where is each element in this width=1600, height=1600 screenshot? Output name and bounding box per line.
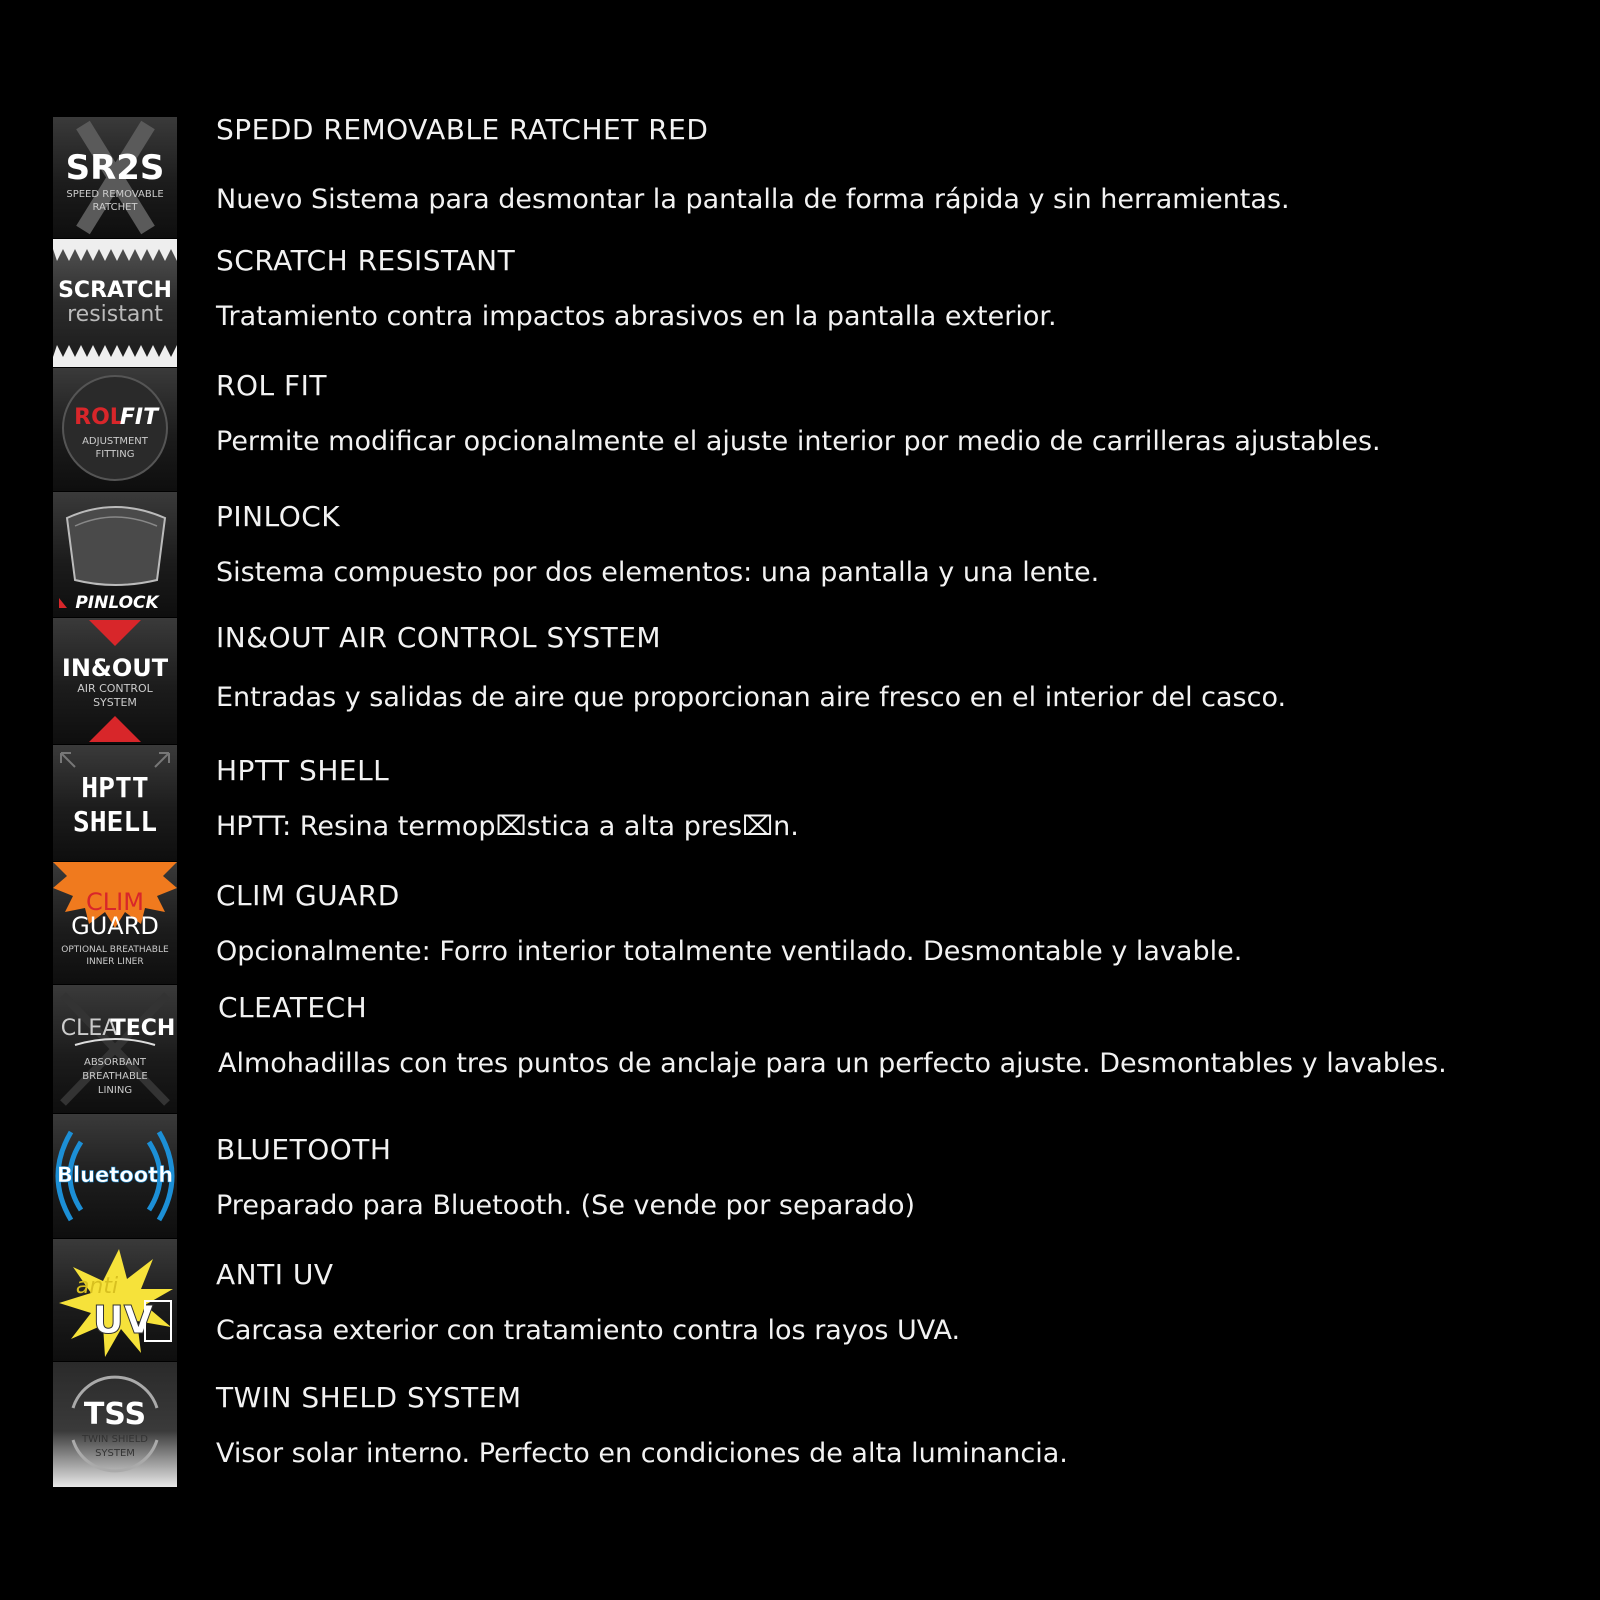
- rol-fit-icon-sub1: ADJUSTMENT: [82, 436, 148, 447]
- feature-description: Preparado para Bluetooth. (Se vende por separado): [216, 1190, 916, 1221]
- feature-description: Opcionalmente: Forro interior totalmente ventilado. Desmontable y lavable.: [216, 936, 1243, 967]
- feature-anti-uv: [216, 1258, 1576, 1346]
- anti-uv-icon-anti: anti: [75, 1274, 119, 1299]
- scratch-icon-sub: resistant: [67, 302, 163, 327]
- feature-description: Entradas y salidas de aire que proporcionan aire fresco en el interior del casco.: [216, 682, 1287, 713]
- feature-title: CLEATECH: [218, 991, 368, 1024]
- tss-icon: [53, 1362, 177, 1488]
- in-out-air-icon: [53, 618, 177, 745]
- feature-pinlock: [216, 500, 1576, 588]
- feature-title: PINLOCK: [216, 500, 341, 533]
- feature-clim-guard: [216, 879, 1576, 967]
- sr2s-icon-text: SR2S: [65, 148, 165, 188]
- rol-fit-icon-rol: ROL: [74, 405, 124, 430]
- cleatech-icon-sub3: LINING: [97, 1085, 133, 1096]
- feature-description: Permite modificar opcionalmente el ajuste interior por medio de carrilleras ajustables.: [216, 426, 1381, 457]
- anti-uv-icon: [53, 1239, 177, 1362]
- pinlock-icon-text: PINLOCK: [75, 593, 159, 613]
- clim-guard-icon-sub1: OPTIONAL BREATHABLE: [61, 945, 169, 955]
- feature-title: SPEDD REMOVABLE RATCHET RED: [216, 113, 709, 146]
- hptt-icon-sub: SHELL: [72, 805, 158, 838]
- in-out-icon-sub1: AIR CONTROL: [77, 682, 153, 695]
- tss-icon-text: TSS: [83, 1397, 147, 1432]
- feature-scratch-resistant: [216, 244, 1576, 332]
- sr2s-icon-sub2: RATCHET: [92, 202, 138, 213]
- feature-bluetooth: [216, 1133, 1576, 1221]
- feature-description: Tratamiento contra impactos abrasivos en la pantalla exterior.: [216, 301, 1057, 332]
- feature-description: Sistema compuesto por dos elementos: una pantalla y una lente.: [216, 557, 1100, 588]
- feature-hptt-shell: [216, 754, 1576, 842]
- feature-description: Nuevo Sistema para desmontar la pantalla de forma rápida y sin herramientas.: [216, 184, 1290, 215]
- rol-fit-icon-fit: FIT: [119, 405, 159, 430]
- tss-icon-sub2: SYSTEM: [95, 1448, 135, 1459]
- feature-title: ANTI UV: [216, 1258, 334, 1291]
- feature-title: ROL FIT: [216, 369, 327, 402]
- feature-rol-fit: [216, 369, 1576, 457]
- cleatech-icon-tech: TECH: [110, 1016, 176, 1041]
- feature-description: HPTT: Resina termop⌧stica a alta pres⌧n.: [216, 811, 799, 842]
- feature-title: CLIM GUARD: [216, 879, 400, 912]
- sr2s-icon-sub1: SPEED REMOVABLE: [66, 189, 164, 200]
- cleatech-icon-clea: CLEA: [60, 1016, 118, 1041]
- hptt-shell-icon: [53, 745, 177, 862]
- feature-description: Visor solar interno. Perfecto en condiciones de alta luminancia.: [216, 1438, 1068, 1469]
- in-out-icon-text: IN&OUT: [61, 654, 169, 682]
- feature-title: BLUETOOTH: [216, 1133, 392, 1166]
- pinlock-icon: [53, 492, 177, 618]
- feature-title: HPTT SHELL: [216, 754, 390, 787]
- cleatech-icon-sub1: ABSORBANT: [84, 1057, 146, 1068]
- tss-icon-sub1: TWIN SHIELD: [81, 1434, 149, 1445]
- feature-title: IN&OUT AIR CONTROL SYSTEM: [216, 621, 662, 654]
- clim-guard-icon: [53, 862, 177, 985]
- bluetooth-icon: [53, 1114, 177, 1239]
- rol-fit-icon: [53, 368, 177, 492]
- anti-uv-icon-uv: UV: [92, 1298, 154, 1342]
- feature-title: SCRATCH RESISTANT: [216, 244, 516, 277]
- feature-sr2s: [216, 113, 1576, 215]
- clim-guard-icon-guard: GUARD: [71, 912, 159, 940]
- feature-title: TWIN SHELD SYSTEM: [216, 1381, 522, 1414]
- bluetooth-icon-text: Bluetooth: [56, 1163, 174, 1187]
- cleatech-icon: [53, 985, 177, 1114]
- feature-cleatech: [218, 991, 1578, 1079]
- feature-twin-shield: [216, 1381, 1576, 1469]
- rol-fit-icon-sub2: FITTING: [95, 449, 135, 460]
- scratch-resistant-icon: [53, 239, 177, 368]
- scratch-icon-text: SCRATCH: [58, 278, 172, 303]
- clim-guard-icon-sub2: INNER LINER: [86, 957, 144, 967]
- hptt-icon-text: HPTT: [81, 771, 149, 804]
- cleatech-icon-sub2: BREATHABLE: [82, 1071, 148, 1082]
- in-out-icon-sub2: SYSTEM: [93, 696, 137, 709]
- feature-description: Almohadillas con tres puntos de anclaje para un perfecto ajuste. Desmontables y lavables.: [218, 1048, 1447, 1079]
- feature-in-out-air: [216, 621, 1576, 713]
- clim-guard-icon-clim: CLIM: [86, 888, 144, 916]
- feature-description: Carcasa exterior con tratamiento contra los rayos UVA.: [216, 1315, 961, 1346]
- sr2s-icon: [53, 117, 177, 239]
